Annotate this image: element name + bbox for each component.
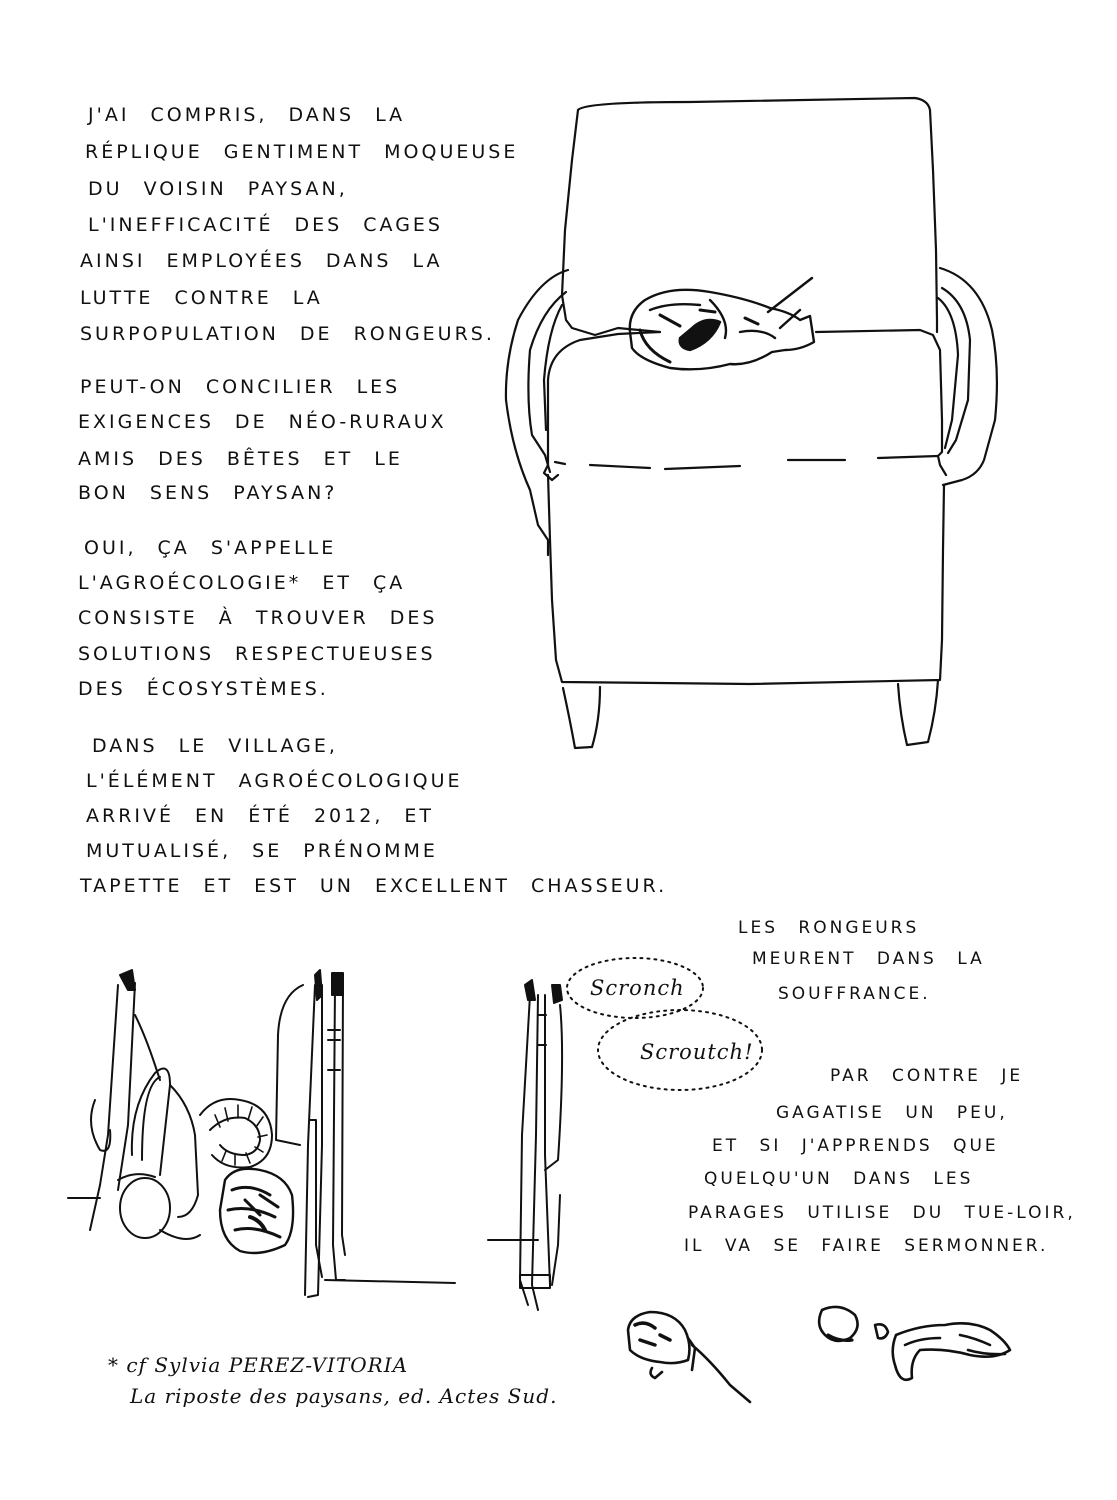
conclusion-line: PARAGES UTILISE DU TUE-LOIR, (688, 1203, 1076, 1223)
armchair-backrest (562, 98, 937, 335)
footnote-line-1: * cf Sylvia PEREZ-VITORIA (108, 1353, 409, 1377)
village-line: L'ÉLÉMENT AGROÉCOLOGIQUE (86, 770, 463, 792)
question-line: EXIGENCES DE NÉO-RURAUX (78, 411, 447, 433)
sleeping-cat (630, 278, 814, 369)
rodents-line: LES RONGEURS (738, 918, 920, 938)
folding-chair-right (520, 980, 562, 1310)
answer-line: L'AGROÉCOLOGIE* ET ÇA (78, 572, 406, 594)
armchair-base (548, 475, 944, 684)
village-line: MUTUALISÉ, SE PRÉNOMME (86, 840, 438, 862)
intro-line: RÉPLIQUE GENTIMENT MOQUEUSE (85, 141, 519, 163)
folding-chair-left (276, 970, 345, 1297)
footnote-line-2: La riposte des paysans, ed. Actes Sud. (130, 1384, 558, 1408)
rodents-line: SOUFFRANCE. (778, 984, 931, 1004)
armchair-illustration (500, 80, 1060, 850)
intro-line: SURPOPULATION DE RONGEURS. (80, 323, 495, 345)
vacuum-hose (200, 1099, 272, 1168)
answer-line: DES ÉCOSYSTÈMES. (78, 678, 329, 700)
question-line: BON SENS PAYSAN? (78, 482, 338, 504)
conclusion-line: IL VA SE FAIRE SERMONNER. (684, 1236, 1049, 1256)
armchair-left-leg (563, 687, 600, 748)
intro-line: LUTTE CONTRE LA (80, 287, 323, 309)
sound-effect-scroutch: Scroutch! (640, 1040, 754, 1064)
conclusion-line: PAR CONTRE JE (830, 1066, 1024, 1086)
conclusion-line: QUELQU'UN DANS LES (704, 1169, 974, 1189)
intro-line: L'INEFFICACITÉ DES CAGES (88, 214, 443, 236)
answer-line: OUI, ÇA S'APPELLE (84, 537, 337, 559)
rodent-head-with-tail (628, 1312, 750, 1402)
sound-bubbles (565, 948, 775, 1108)
conclusion-line: ET SI J'APPRENDS QUE (712, 1136, 999, 1156)
rodents-line: MEURENT DANS LA (752, 949, 985, 969)
intro-line: DU VOISIN PAYSAN, (88, 178, 348, 200)
floor-line (68, 1198, 538, 1283)
rodent-entrails (819, 1307, 1010, 1380)
village-line: ARRIVÉ EN ÉTÉ 2012, ET (86, 805, 435, 827)
answer-line: CONSISTE À TROUVER DES (78, 607, 438, 629)
sound-effect-scronch: Scronch (590, 976, 685, 1000)
armchair-seat (544, 332, 660, 480)
question-line: AMIS DES BÊTES ET LE (78, 448, 403, 470)
armchair-right-leg (898, 680, 938, 745)
answer-line: SOLUTIONS RESPECTUEUSES (78, 643, 436, 665)
rodent-remains-illustration (600, 1290, 1020, 1420)
cushion-seam (555, 456, 938, 469)
village-line: DANS LE VILLAGE, (92, 735, 338, 757)
cat-eating-rodent (220, 1169, 293, 1253)
question-line: PEUT-ON CONCILIER LES (80, 376, 401, 398)
conclusion-line: GAGATISE UN PEU, (776, 1103, 1008, 1123)
intro-line: AINSI EMPLOYÉES DANS LA (80, 250, 443, 272)
intro-line: J'AI COMPRIS, DANS LA (88, 104, 406, 126)
village-line: TAPETTE ET EST UN EXCELLENT CHASSEUR. (80, 875, 668, 897)
